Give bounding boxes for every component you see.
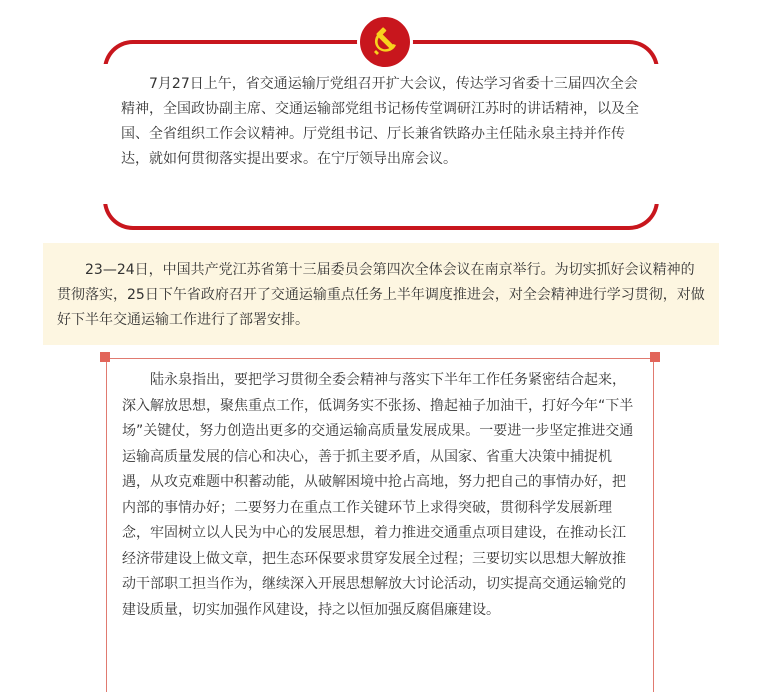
card-bottom-border xyxy=(103,200,659,230)
plenary-paragraph: 23—24日，中国共产党江苏省第十三届委员会第四次全体会议在南京举行。为切实抓好会议精神的贯彻落实，25日下午省政府召开了交通运输重点任务上半年调度推进会，对全会精神进行学习贯彻，对做好下半年交通运输工作进行了部署安排。 xyxy=(57,262,705,328)
plenary-band xyxy=(43,243,719,345)
corner-top-left xyxy=(100,352,110,362)
meeting-paragraph: 7月27日上午，省交通运输厅党组召开扩大会议，传达学习省委十三届四次全会精神，全国政协副主席、交通运输部党组书记杨传堂调研江苏时的讲话精神，以及全国、全省组织工作会议精神。厅党组书记、厅长兼省铁路办主任陆永泉主持并作传达，就如何贯彻落实提出要求。在宁厅领导出席会议。 xyxy=(121,76,639,167)
party-emblem-badge xyxy=(357,14,413,70)
speech-card xyxy=(100,352,660,692)
meeting-card xyxy=(103,40,659,230)
corner-top-right xyxy=(650,352,660,362)
speech-paragraph: 陆永泉指出，要把学习贯彻全委会精神与落实下半年工作任务紧密结合起来，深入解放思想，聚焦重点工作，低调务实不张扬、撸起袖子加油干，打好今年“下半场”关键仗，努力创造出更多的交通运输高质量发展成果。一要进一步坚定推进交通运输高质量发展的信心和决心，善于抓主要矛盾，从国家、省重大决策中捕捉机遇，从攻克难题中积蓄动能，从破解困境中抢占高地，努力把自己的事情办好，把内部的事情办好；二要努力在重点工作关键环节上求得突破，贯彻科学发展新理念，牢固树立以人民为中心的发展思想，着力推进交通重点项目建设，在推动长江经济带建设上做文章，把生态环保要求贯穿发展全过程；三要切实以思想大解放推动干部职工担当作为，继续深入开展思想解放大讨论活动，切实提高交通运输党的建设质量，切实加强作风建设，持之以恒加强反腐倡廉建设。 xyxy=(122,372,634,618)
hammer-sickle-icon xyxy=(369,26,401,58)
